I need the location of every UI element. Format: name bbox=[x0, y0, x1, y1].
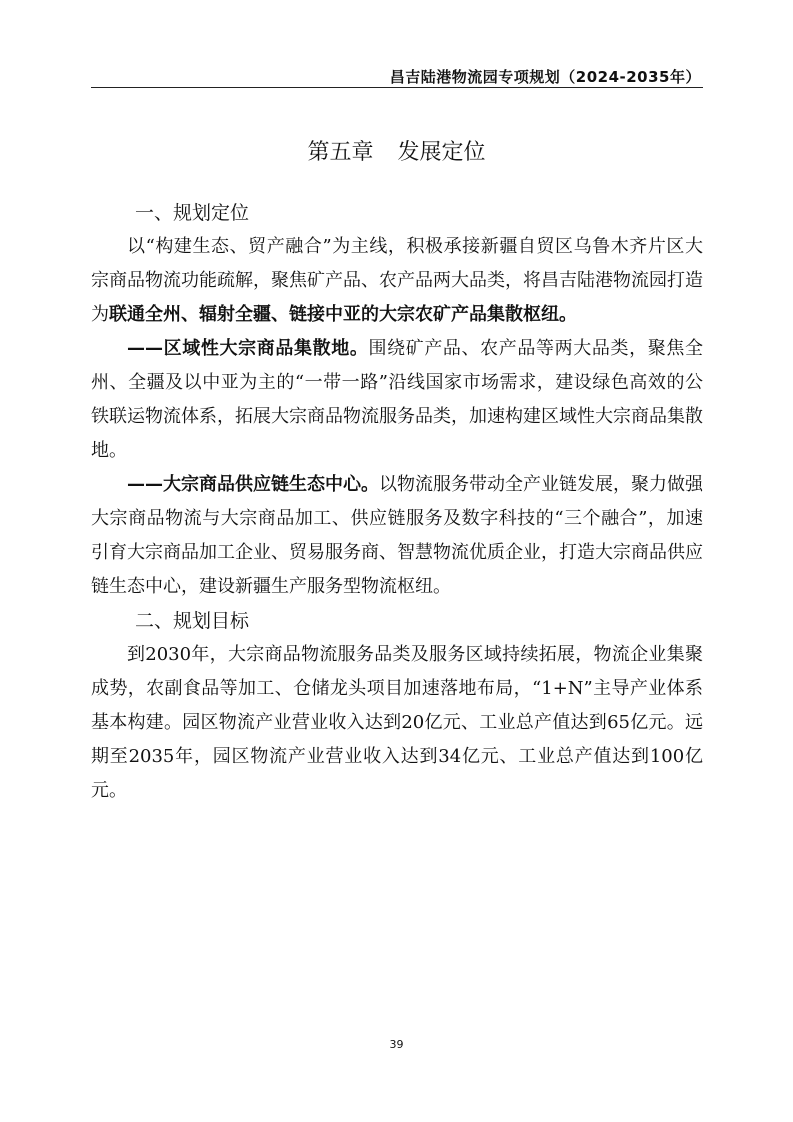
point-1-title: ——区域性大宗商品集散地。 bbox=[127, 338, 369, 359]
chapter-title bbox=[0, 135, 793, 166]
main-content bbox=[91, 196, 703, 808]
section-heading-positioning: 一、规划定位 bbox=[135, 202, 250, 224]
point-2-text: 以物流服务带动全产业链发展，聚力做强大宗商品物流与大宗商品加工、供应链服务及数字科技的“三个融合”，加速引育大宗商品加工企业、贸易服务商、智慧物流优质企业，打造大宗商品供应链生态中心，建设新疆生产服务型物流枢纽。 bbox=[91, 474, 703, 597]
positioning-intro-paragraph bbox=[91, 230, 703, 332]
goals-paragraph: 到2030年，大宗商品物流服务品类及服务区域持续拓展，物流企业集聚成势，农副食品等加工、仓储龙头项目加速落地布局，“1+N”主导产业体系基本构建。园区物流产业营业收入达到20亿元、工业总产值达到65亿元。远期至2035年，园区物流产业营业收入达到34亿元、工业总产值达到100亿元。 bbox=[91, 644, 703, 801]
positioning-intro-emphasis: 联通全州、辐射全疆、链接中亚的大宗农矿产品集散枢纽。 bbox=[109, 304, 577, 325]
page-number: 39 bbox=[389, 1038, 404, 1051]
header-divider bbox=[91, 87, 703, 88]
point-2-title: ——大宗商品供应链生态中心。 bbox=[127, 474, 379, 495]
positioning-intro-text: 以“构建生态、贸产融合”为主线，积极承接新疆自贸区乌鲁木齐片区大宗商品物流功能疏解，聚焦矿产品、农产品两大品类，将昌吉陆港物流园打造为 bbox=[91, 236, 703, 325]
positioning-point-1 bbox=[91, 332, 703, 468]
chapter-name: 发展定位 bbox=[397, 139, 486, 165]
section-heading-goals: 二、规划目标 bbox=[135, 610, 250, 632]
point-1-text: 围绕矿产品、农产品等两大品类，聚焦全州、全疆及以中亚为主的“一带一路”沿线国家市场需求，建设绿色高效的公铁联运物流体系，拓展大宗商品物流服务品类，加速构建区域性大宗商品集散地。 bbox=[91, 338, 704, 461]
header-title: 昌吉陆港物流园专项规划（2024-2035年） bbox=[389, 68, 701, 86]
chapter-number: 第五章 bbox=[307, 139, 374, 165]
positioning-point-2 bbox=[91, 468, 703, 604]
